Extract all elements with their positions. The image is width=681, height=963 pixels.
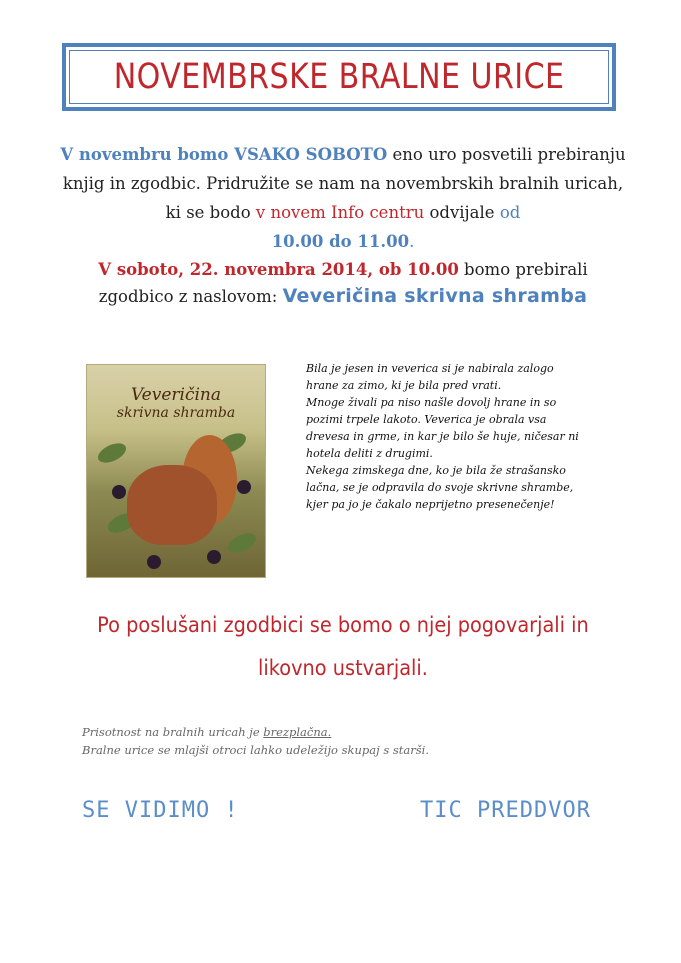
cover-title-line2: skrivna shramba (116, 405, 236, 421)
book-cover-image (86, 364, 266, 578)
event-date: V soboto, 22. novembra 2014, ob 10.00 (98, 260, 459, 279)
intro-time: 10.00 do 11.00 (271, 232, 410, 251)
intro-text-2: odvijale (424, 203, 500, 222)
story-line: Mnoge živali pa niso našle dovolj hrane in so (306, 396, 557, 409)
story-summary (306, 360, 606, 513)
event-text-2: zgodbico z naslovom: (98, 287, 283, 306)
notes (82, 723, 582, 759)
note-line1 (82, 723, 582, 741)
story-line: lačna, se je odpravila do svoje skrivne shrambe, (306, 481, 574, 494)
closing-text (83, 604, 604, 690)
title-frame-inner (69, 50, 609, 104)
organizer-text: TIC PREDDVOR (420, 798, 591, 823)
cover-title-line1: Veveričina (130, 385, 222, 405)
intro-od: od (499, 203, 521, 222)
intro-location: v novem Info centru (255, 203, 425, 222)
note-line1-text: Prisotnost na bralnih uricah je (82, 725, 264, 739)
story-line: pozimi trpele lakoto. Veverica je obrala vsa (306, 413, 547, 426)
title-frame (62, 43, 616, 111)
intro-highlight: V novembru bomo VSAKO SOBOTO (60, 145, 388, 164)
intro-paragraph (60, 140, 626, 256)
story-title: Veveričina skrivna shramba (282, 285, 588, 307)
closing-line1: Po poslušani zgodbici se bomo o njej pogovarjali in (97, 613, 589, 637)
story-line: hrane za zimo, ki je bila pred vrati. (306, 379, 502, 392)
squirrel (127, 465, 217, 545)
intro-text-1: eno uro posvetili prebiranju knjig in zgodbic. Pridružite se nam na novembrskih bralnih uricah, ki se bodo (62, 145, 626, 222)
story-line: hotela deliti z drugimi. (306, 447, 433, 460)
see-you-text: SE VIDIMO ! (82, 798, 239, 823)
note-free: brezplačna. (263, 725, 332, 739)
event-paragraph (60, 256, 626, 310)
page-title: NOVEMBRSKE BRALNE URICE (113, 57, 565, 97)
cover-leaf (225, 529, 259, 556)
intro-period: . (409, 232, 415, 251)
cover-berry (147, 555, 161, 569)
cover-berry (207, 550, 221, 564)
story-line: Bila je jesen in veverica si je nabirala zalogo (306, 362, 554, 375)
cover-berry (237, 480, 251, 494)
cover-berry (112, 485, 126, 499)
event-text-1: bomo prebirali (458, 260, 588, 279)
story-line: kjer pa jo je čakalo neprijetno presenečenje! (306, 498, 555, 511)
cover-leaf (95, 439, 129, 466)
note-line2: Bralne urice se mlajši otroci lahko udeležijo skupaj s starši. (82, 743, 429, 757)
story-line: Nekega zimskega dne, ko je bila že strašansko (306, 464, 566, 477)
closing-line2: likovno ustvarjali. (258, 656, 428, 680)
story-line: drevesa in grme, in kar je bilo še huje, ničesar ni (306, 430, 579, 443)
